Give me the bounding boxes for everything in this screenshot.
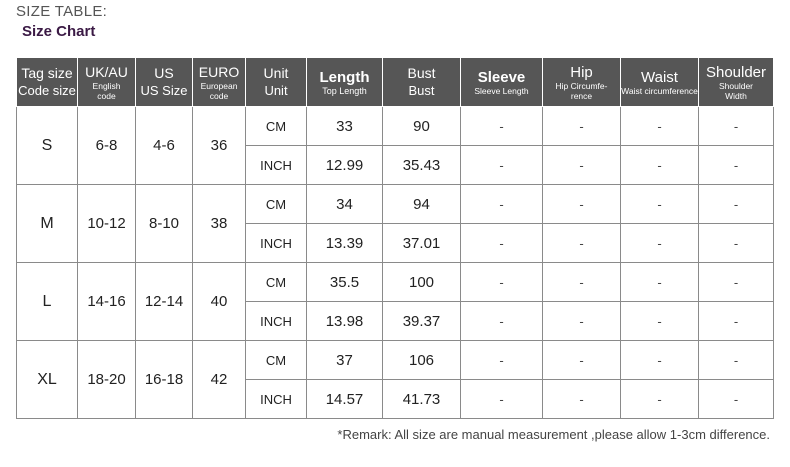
us-size-cell: 8-10 <box>136 185 193 263</box>
col-header-hip-main: Hip <box>570 63 593 81</box>
euro-size-cell: 40 <box>193 263 246 341</box>
col-header-euro <box>193 58 246 107</box>
bust-cell: 90 <box>383 107 461 146</box>
hip-cell: - <box>543 107 621 146</box>
col-header-length-sub: Top Length <box>322 85 367 96</box>
waist-cell: - <box>621 107 699 146</box>
col-header-sleeve-main: Sleeve <box>477 68 526 86</box>
us-size-cell: 12-14 <box>136 263 193 341</box>
table-row <box>17 263 774 302</box>
bust-cell: 100 <box>383 263 461 302</box>
sleeve-cell: - <box>461 146 543 185</box>
size-chart-table <box>16 57 774 419</box>
waist-cell: - <box>621 380 699 419</box>
col-header-unit <box>246 58 307 107</box>
shoulder-cell: - <box>699 224 774 263</box>
length-cell: 12.99 <box>307 146 383 185</box>
size-table-title: SIZE TABLE: <box>16 3 108 20</box>
uk-size-cell: 18-20 <box>78 341 136 419</box>
sleeve-cell: - <box>461 263 543 302</box>
unit-cell: CM <box>246 185 307 224</box>
col-header-bust <box>383 58 461 107</box>
col-header-hip <box>543 58 621 107</box>
sleeve-cell: - <box>461 302 543 341</box>
tag-size-cell: M <box>17 185 78 263</box>
length-cell: 14.57 <box>307 380 383 419</box>
euro-size-cell: 42 <box>193 341 246 419</box>
bust-cell: 35.43 <box>383 146 461 185</box>
col-header-shoulder-sub: Shoulder Width <box>718 80 754 101</box>
sleeve-cell: - <box>461 107 543 146</box>
col-header-waist-sub: Waist circumference <box>621 85 698 96</box>
length-cell: 13.39 <box>307 224 383 263</box>
waist-cell: - <box>621 146 699 185</box>
col-header-waist-main: Waist <box>641 68 678 86</box>
header-row <box>17 58 774 107</box>
col-header-tag-size-sub: Code size <box>18 83 76 98</box>
length-cell: 13.98 <box>307 302 383 341</box>
col-header-bust-sub: Bust <box>408 83 435 98</box>
waist-cell: - <box>621 341 699 380</box>
unit-cell: CM <box>246 263 307 302</box>
col-header-uk-au <box>78 58 136 107</box>
unit-cell: INCH <box>246 146 307 185</box>
length-cell: 34 <box>307 185 383 224</box>
length-cell: 33 <box>307 107 383 146</box>
col-header-sleeve <box>461 58 543 107</box>
shoulder-cell: - <box>699 263 774 302</box>
length-cell: 37 <box>307 341 383 380</box>
table-row <box>17 185 774 224</box>
sleeve-cell: - <box>461 185 543 224</box>
tag-size-cell: L <box>17 263 78 341</box>
shoulder-cell: - <box>699 380 774 419</box>
col-header-uk-au-main: UK/AU <box>85 63 128 80</box>
col-header-hip-sub: Hip Circumfe-rence <box>555 80 608 101</box>
sleeve-cell: - <box>461 224 543 263</box>
unit-cell: INCH <box>246 380 307 419</box>
col-header-length <box>307 58 383 107</box>
hip-cell: - <box>543 341 621 380</box>
col-header-tag-size <box>17 58 78 107</box>
uk-size-cell: 6-8 <box>78 107 136 185</box>
euro-size-cell: 36 <box>193 107 246 185</box>
col-header-bust-main: Bust <box>407 65 436 81</box>
col-header-us <box>136 58 193 107</box>
tag-size-cell: S <box>17 107 78 185</box>
bust-cell: 106 <box>383 341 461 380</box>
unit-cell: INCH <box>246 224 307 263</box>
bust-cell: 41.73 <box>383 380 461 419</box>
col-header-tag-size-main: Tag size <box>21 65 73 81</box>
shoulder-cell: - <box>699 107 774 146</box>
euro-size-cell: 38 <box>193 185 246 263</box>
hip-cell: - <box>543 224 621 263</box>
uk-size-cell: 14-16 <box>78 263 136 341</box>
bust-cell: 39.37 <box>383 302 461 341</box>
col-header-euro-sub: European code <box>200 80 238 101</box>
bust-cell: 94 <box>383 185 461 224</box>
col-header-unit-sub: Unit <box>264 83 288 98</box>
unit-cell: CM <box>246 341 307 380</box>
shoulder-cell: - <box>699 185 774 224</box>
col-header-shoulder-main: Shoulder <box>705 63 767 81</box>
table-row <box>17 107 774 146</box>
unit-cell: CM <box>246 107 307 146</box>
sleeve-cell: - <box>461 341 543 380</box>
waist-cell: - <box>621 185 699 224</box>
us-size-cell: 4-6 <box>136 107 193 185</box>
waist-cell: - <box>621 302 699 341</box>
col-header-length-main: Length <box>319 68 370 86</box>
shoulder-cell: - <box>699 146 774 185</box>
uk-size-cell: 10-12 <box>78 185 136 263</box>
us-size-cell: 16-18 <box>136 341 193 419</box>
hip-cell: - <box>543 302 621 341</box>
length-cell: 35.5 <box>307 263 383 302</box>
hip-cell: - <box>543 146 621 185</box>
unit-cell: INCH <box>246 302 307 341</box>
col-header-waist <box>621 58 699 107</box>
col-header-unit-main: Unit <box>263 65 289 81</box>
hip-cell: - <box>543 185 621 224</box>
col-header-us-main: US <box>154 65 174 81</box>
waist-cell: - <box>621 263 699 302</box>
shoulder-cell: - <box>699 302 774 341</box>
col-header-uk-au-sub: English code <box>92 80 121 101</box>
table-row <box>17 341 774 380</box>
remark-text: *Remark: All size are manual measurement ,please allow 1-3cm difference. <box>337 427 770 442</box>
col-header-euro-main: EURO <box>198 63 240 80</box>
waist-cell: - <box>621 224 699 263</box>
shoulder-cell: - <box>699 341 774 380</box>
size-chart-title: Size Chart <box>22 23 96 40</box>
col-header-sleeve-sub: Sleeve Length <box>474 85 529 96</box>
tag-size-cell: XL <box>17 341 78 419</box>
hip-cell: - <box>543 263 621 302</box>
col-header-shoulder <box>699 58 774 107</box>
sleeve-cell: - <box>461 380 543 419</box>
col-header-us-sub: US Size <box>140 83 188 98</box>
hip-cell: - <box>543 380 621 419</box>
bust-cell: 37.01 <box>383 224 461 263</box>
